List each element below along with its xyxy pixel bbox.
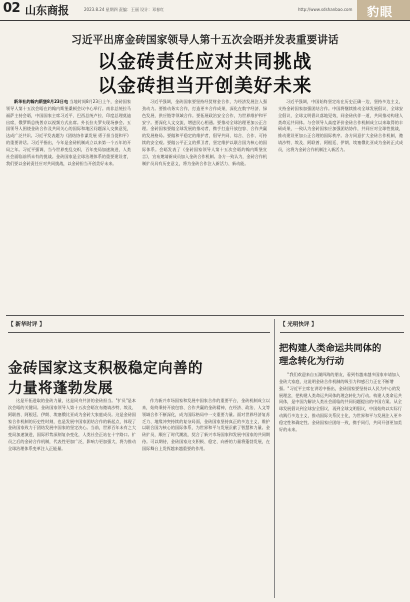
- commentary-column-1-text: 这是开拓进取的金砖力量，这是同舟共济的金砖担当。"扩员"是本次会晤的关键词。金砖国家领导人第十五次会晤宣布邀请沙特、埃及、阿联酋、阿根廷、伊朗、埃塞俄比亚成为金砖大家庭成员。这是金砖国家合作机制的历史性时刻，也是发展中国家团结合作的新起点，体现了金砖国家致力于团结发展中国家的坚定决心。当前，世界百年未有之大变局加速演进，国际形势深刻复杂变化，人类社会正站在十字路口。扩员之后的金砖合作机制，代表性更加广泛，影响力更加强大，将为推动全球治理体系变革注入正能量。: [8, 398, 136, 451]
- sidebar-body: [279, 372, 404, 598]
- article-dateline: 新华社约翰内斯堡8月23日电: [14, 99, 69, 104]
- sidebar-headline-line1: 把构建人类命运共同体的: [279, 343, 382, 354]
- commentary-headline-line1: 金砖国家这支积极稳定向善的: [8, 361, 203, 377]
- sidebar-tag: 【 光明快评 】: [280, 322, 317, 328]
- commentary-headline-line2: 力量将蓬勃发展: [8, 381, 113, 397]
- article-body: [6, 99, 404, 312]
- issue-meta: 2023.8.24 星期四 责编：王丽 设计：邓春红: [84, 7, 165, 12]
- commentary-tag-rule: [8, 332, 270, 333]
- commentary-column-2-text: 作为新兴市场国家和发展中国家合作的重要平台，金砖机制成立以来，始终秉持开放包容、合作共赢的金砖精神，在经济、政治、人文等领域合作不断深化，成为国际格局中一支重要力量。面对世界经济复苏乏力、地缘冲突持续的复杂局面，金砖国家坚持真正的多边主义，维护以联合国为核心的国际体系，为世界和平与发展贡献了智慧和力量。金砖扩员，顺应了时代潮流，契合了新兴市场国家和发展中国家的共同期待。可以期待，金砖国家这支积极、稳定、向善的力量将蓬勃发展，在国际舞台上发挥越来越重要的作用。: [142, 398, 270, 451]
- main-headline-line2: 以金砖担当开创美好未来: [97, 76, 313, 97]
- commentary-column-2: [142, 398, 270, 598]
- website-url: http://www.sdshanbao.com: [298, 7, 353, 12]
- sidebar-tag-rule: [280, 332, 404, 333]
- commentary-tag: 【 新华时评 】: [8, 322, 45, 328]
- masthead: [0, 0, 410, 20]
- article-column-2: [142, 99, 267, 312]
- section-tab-label: 豹眼: [367, 5, 394, 19]
- paper-name: 山东商报: [25, 4, 69, 17]
- section-divider: [6, 315, 404, 316]
- main-headline-line1: 以金砖责任应对共同挑战: [97, 52, 313, 73]
- headline-kicker: 习近平出席金砖国家领导人第十五次会晤并发表重要讲话: [71, 34, 339, 46]
- column-divider: [274, 319, 275, 598]
- article-column-3-text: 习近平强调，中国始终坚定站在历史正确一边，坚持多边主义，支持金砖国家加强团结合作。中国将继续推动全球发展倡议、全球安全倡议、全球文明倡议落地见效，同金砖伙伴一道，共同推动构建人类命运共同体。与会领导人高度评价金砖合作机制成立以来取得的丰硕成果，一致认为金砖国家应加强团结协作，共同应对全球性挑战，推动建设更加公正合理的国际秩序。各方同意扩大金砖合作机制，邀请沙特、埃及、阿联酋、阿根廷、伊朗、埃塞俄比亚成为金砖正式成员，这将为金砖合作机制注入新活力。: [278, 99, 403, 152]
- sidebar-headline-line2: 理念转化为行动: [279, 356, 345, 367]
- commentary-column-1: [8, 398, 136, 598]
- article-column-1-text: 当地时间8月23日上午，金砖国家领导人第十五次会晤在约翰内斯堡桑顿会议中心举行。南非总统拉马福萨主持会晤，中国国家主席习近平、巴西总统卢拉、印度总理莫迪出席，俄罗斯总统普京以视频方式出席。外长拉夫罗夫现场参会。五国领导人围绕金砖合作及共同关心的国际和地区问题深入交换意见，达成广泛共识。习近平发表题为《团结协作谋发展 勇于担当促和平》的重要讲话。习近平指出，今年是金砖机制成立以来第一个五年的开局之年。习近平强调，当今世界变乱交织，百年变局加速演进，人类社会面临前所未有的挑战。金砖国家是全球治理体系的重要建设者，我们要以金砖责任应对共同挑战，以金砖担当开创美好未来。: [6, 99, 131, 166]
- section-tab: [357, 0, 410, 20]
- article-column-2-text: 习近平强调，金砖国家要坚持经贸财金合作，为经济发展注入强劲动力。要推动务实合作，打造更多合作成果，深化在数字经济、绿色发展、供应链等领域合作。要拓展政治安全合作，为世界维护和平安宁。要深化人文交流，增进民心相通。要推动全球治理更加公正合理。金砖国家要做全球发展的推动者，携手打造开放包容、合作共赢的发展格局。要做和平稳定的维护者，倡导共同、综合、合作、可持续的安全观。要做公平正义的捍卫者，坚定维护以联合国为核心的国际体系。会晤发表了《金砖国家领导人第十五次会晤约翰内斯堡宣言》，宣布邀请新成员加入金砖合作机制。各方一致认为，金砖合作机制扩员具有历史意义，将为金砖合作注入新活力、新动能。: [142, 99, 267, 166]
- page-number: 02: [3, 1, 21, 16]
- sidebar-body-text: "我们欢迎来自五湖四海的朋友，看到有越来越多国家申请加入金砖大家庭，这说明金砖合作机制的吸引力和感召力正在不断增强。"习近平主席在讲话中指出，金砖国家要坚持以人民为中心的发展理念，把构建人类命运共同体的理念转化为行动。构建人类命运共同体，是中国为解决人类社会面临的共同问题提出的中国方案。从全球发展倡议到全球安全倡议，再到全球文明倡议，中国始终以实际行动践行多边主义，推动国际关系民主化，为世界和平与发展注入更多稳定性和确定性。金砖国家应团结一致，携手同行，共同开创更加美好的未来。: [279, 372, 402, 432]
- article-column-1: [6, 99, 131, 312]
- masthead-rule: [0, 20, 410, 21]
- article-column-3: [278, 99, 403, 312]
